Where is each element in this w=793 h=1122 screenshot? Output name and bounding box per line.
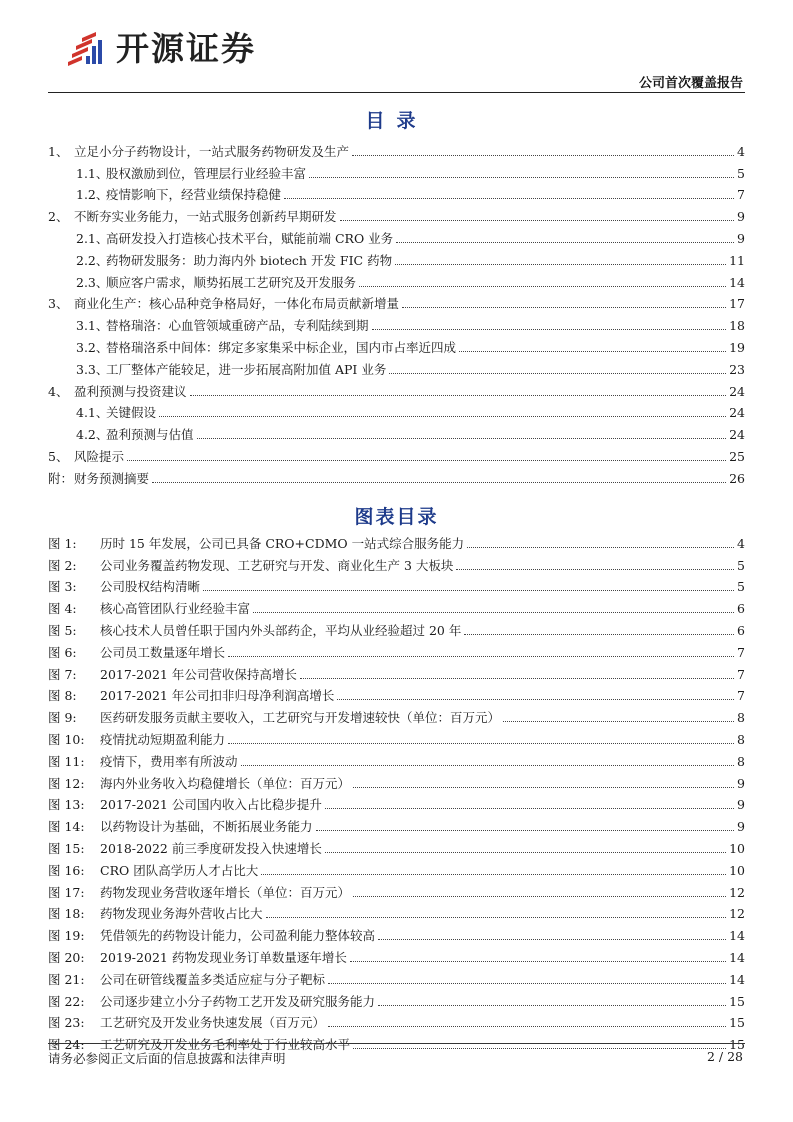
toc-entry-number: 3、	[48, 296, 69, 312]
figure-entry-text: 海内外业务收入均稳健增长（单位：百万元）	[100, 775, 351, 791]
toc-entry[interactable]	[48, 312, 745, 334]
toc-entry-number: 4.2、	[76, 427, 109, 443]
toc-entry-page: 4	[737, 143, 745, 159]
figure-entry-text: 历时 15 年发展，公司已具备 CRO+CDMO 一站式综合服务能力	[100, 535, 465, 551]
figure-entry-text: 2017-2021 年公司营收保持高增长	[100, 666, 297, 682]
figure-entry-leader	[353, 787, 734, 788]
toc-entry-text: 立足小分子药物设计，一站式服务药物研发及生产	[74, 143, 350, 159]
figure-entry-number: 图 1:	[48, 535, 77, 551]
toc-entry[interactable]	[48, 465, 745, 487]
figure-entry-text: 公司股权结构清晰	[100, 579, 201, 595]
figure-entry-number: 图 24:	[48, 1037, 85, 1053]
figure-entry-number: 图 12:	[48, 775, 85, 791]
figure-entry-leader	[328, 1026, 726, 1027]
figure-entry-page: 4	[737, 535, 745, 551]
toc-entry-page: 14	[729, 274, 745, 290]
toc-entry[interactable]	[48, 225, 745, 247]
figure-entry[interactable]	[48, 552, 745, 574]
toc-entry-number: 2.2、	[76, 252, 109, 268]
figure-entry-number: 图 17:	[48, 884, 85, 900]
figure-entry-number: 图 13:	[48, 797, 85, 813]
figure-entry-number: 图 10:	[48, 731, 85, 747]
toc-entry[interactable]	[48, 356, 745, 378]
figure-entry-text: 药物发现业务营收逐年增长（单位：百万元）	[100, 884, 351, 900]
figure-entry-number: 图 3:	[48, 579, 77, 595]
figure-entry[interactable]	[48, 683, 745, 705]
figure-entry-number: 图 6:	[48, 644, 77, 660]
toc-entry-number: 1.1、	[76, 165, 109, 181]
figure-entry-leader	[456, 569, 734, 570]
figure-entry-leader	[464, 634, 734, 635]
toc-entry-text: 盈利预测与投资建议	[74, 383, 187, 399]
figure-entry-text: 核心高管团队行业经验丰富	[100, 601, 251, 617]
figure-entry-page: 14	[729, 949, 745, 965]
toc-entry[interactable]	[48, 334, 745, 356]
figure-entry-leader	[253, 612, 734, 613]
figure-entry-number: 图 22:	[48, 993, 85, 1009]
toc-entry[interactable]	[48, 160, 745, 182]
figure-entry-number: 图 4:	[48, 601, 77, 617]
figure-entry-leader	[467, 547, 734, 548]
figure-entry-page: 15	[729, 993, 745, 1009]
figure-entry-leader	[350, 961, 726, 962]
figure-entry-number: 图 21:	[48, 971, 85, 987]
toc-entry-leader	[352, 155, 734, 156]
figure-entry-number: 图 5:	[48, 622, 77, 638]
header-divider	[48, 92, 745, 93]
report-type-label: 公司首次覆盖报告	[638, 76, 743, 91]
figure-entry-leader	[353, 896, 726, 897]
toc-entry-text: 药物研发服务：助力海内外 biotech 开发 FIC 药物	[106, 252, 393, 268]
toc-entry-leader	[197, 438, 727, 439]
logo-text: 开源证券	[116, 29, 256, 68]
figure-entry-number: 图 7:	[48, 666, 77, 682]
figure-entry-page: 7	[737, 688, 745, 704]
figure-entry[interactable]	[48, 944, 745, 966]
figure-entry-page: 8	[737, 710, 745, 726]
figure-entry-text: 公司员工数量逐年增长	[100, 644, 226, 660]
figure-entry-text: 公司逐步建立小分子药物工艺开发及研究服务能力	[100, 993, 376, 1009]
figure-entry-page: 5	[737, 557, 745, 573]
toc-entry-number: 2、	[48, 209, 69, 225]
figure-entry-page: 8	[737, 753, 745, 769]
toc-entry[interactable]	[48, 138, 745, 160]
figure-entry-leader	[316, 830, 735, 831]
toc-list	[48, 138, 745, 487]
toc-entry[interactable]	[48, 421, 745, 443]
figure-entry-page: 10	[729, 862, 745, 878]
figure-entry-leader	[325, 852, 726, 853]
figure-entry-text: 疫情下，费用率有所波动	[100, 753, 238, 769]
toc-entry-text: 顺应客户需求，顺势拓展工艺研究及开发服务	[106, 274, 357, 290]
figure-entry[interactable]	[48, 792, 745, 814]
page-header	[0, 0, 793, 95]
figure-entry-number: 图 18:	[48, 906, 85, 922]
figure-entry-page: 8	[737, 731, 745, 747]
figure-entry-page: 10	[729, 840, 745, 856]
figure-entry[interactable]	[48, 661, 745, 683]
toc-entry[interactable]	[48, 182, 745, 204]
toc-entry-number: 附：	[48, 470, 74, 486]
figure-entry-leader	[337, 699, 734, 700]
toc-entry-page: 18	[729, 318, 745, 334]
figure-entry-number: 图 16:	[48, 862, 85, 878]
toc-entry-page: 17	[729, 296, 745, 312]
figure-entry-text: 2017-2021 公司国内收入占比稳步提升	[100, 797, 322, 813]
toc-entry[interactable]	[48, 203, 745, 225]
figure-entry[interactable]	[48, 835, 745, 857]
figure-entry-text: 2018-2022 前三季度研发投入快速增长	[100, 840, 322, 856]
figure-entry[interactable]	[48, 879, 745, 901]
figure-entry-leader	[353, 1048, 726, 1049]
toc-entry-leader	[127, 460, 726, 461]
footer-divider	[48, 1043, 745, 1044]
toc-entry-text: 替格瑞洛：心血管领域重磅产品，专利陆续到期	[106, 318, 369, 334]
figure-entry-text: 凭借领先的药物设计能力，公司盈利能力整体较高	[100, 928, 376, 944]
toc-entry-text: 疫情影响下，经营业绩保持稳健	[106, 187, 282, 203]
toc-title: 目录	[365, 110, 428, 132]
toc-entry-number: 4.1、	[76, 405, 109, 421]
toc-entry-page: 11	[729, 252, 745, 268]
figure-entry-page: 12	[729, 884, 745, 900]
figure-entry-number: 图 15:	[48, 840, 85, 856]
toc-entry-leader	[152, 482, 726, 483]
figure-entry[interactable]	[48, 574, 745, 596]
figure-entry[interactable]	[48, 748, 745, 770]
figure-entry-page: 15	[729, 1015, 745, 1031]
figure-entry-page: 7	[737, 644, 745, 660]
toc-entry-page: 26	[729, 470, 745, 486]
toc-entry-number: 3.1、	[76, 318, 109, 334]
figure-entry-text: 药物发现业务海外营收占比大	[100, 906, 263, 922]
toc-entry-page: 24	[729, 405, 745, 421]
figure-entry-leader	[228, 743, 734, 744]
toc-entry-leader	[359, 286, 726, 287]
figure-entry-leader	[261, 874, 726, 875]
toc-entry-page: 9	[737, 209, 745, 225]
figure-entry-leader	[241, 765, 735, 766]
figure-list	[48, 530, 745, 1053]
figure-entry-leader	[378, 1005, 726, 1006]
toc-entry-page: 24	[729, 427, 745, 443]
figure-entry-page: 6	[737, 622, 745, 638]
company-logo	[62, 26, 302, 72]
toc-entry-page: 23	[729, 361, 745, 377]
figure-entry-text: 核心技术人员曾任职于国内外头部药企，平均从业经验超过 20 年	[100, 622, 462, 638]
toc-entry-text: 替格瑞洛系中间体：绑定多家集采中标企业，国内市占率近四成	[106, 339, 457, 355]
figure-entry-page: 14	[729, 928, 745, 944]
figure-entry-text: 工艺研究及开发业务毛利率处于行业较高水平	[100, 1037, 351, 1053]
toc-entry-text: 高研发投入打造核心技术平台，赋能前端 CRO 业务	[106, 230, 394, 246]
figure-entry-number: 图 11:	[48, 753, 85, 769]
figure-entry-text: 公司在研管线覆盖多类适应症与分子靶标	[100, 971, 326, 987]
figure-entry[interactable]	[48, 595, 745, 617]
toc-entry-text: 商业化生产：核心品种竞争格局好，一体化布局贡献新增量	[74, 296, 400, 312]
figure-entry[interactable]	[48, 617, 745, 639]
figure-entry-text: 疫情扰动短期盈利能力	[100, 731, 226, 747]
logo-mark-icon	[62, 26, 108, 72]
toc-entry-leader	[309, 177, 734, 178]
figure-entry-text: 以药物设计为基础，不断拓展业务能力	[100, 819, 313, 835]
figure-entry-leader	[328, 983, 726, 984]
figure-entry-page: 7	[737, 666, 745, 682]
toc-entry-leader	[159, 416, 726, 417]
figure-entry-text: CRO 团队高学历人才占比大	[100, 862, 259, 878]
figure-entry-leader	[378, 939, 726, 940]
figure-entry[interactable]	[48, 770, 745, 792]
figure-entry-leader	[503, 721, 734, 722]
figure-entry-text: 2017-2021 年公司扣非归母净利润高增长	[100, 688, 335, 704]
figure-entry[interactable]	[48, 1010, 745, 1032]
figure-entry-number: 图 19:	[48, 928, 85, 944]
toc-entry-leader	[190, 395, 727, 396]
figures-title: 图表目录	[354, 506, 439, 528]
figure-entry-page: 6	[737, 601, 745, 617]
toc-entry-page: 9	[737, 230, 745, 246]
figure-entry-leader	[325, 808, 734, 809]
toc-entry-leader	[340, 220, 735, 221]
toc-entry-text: 风险提示	[74, 448, 125, 464]
footer-disclaimer: 请务必参阅正文后面的信息披露和法律声明	[48, 1051, 286, 1066]
figure-entry-number: 图 14:	[48, 819, 85, 835]
toc-entry-number: 1.2、	[76, 187, 109, 203]
figure-entry-leader	[203, 590, 734, 591]
toc-entry[interactable]	[48, 269, 745, 291]
figure-entry-page: 9	[737, 775, 745, 791]
figure-entry-number: 图 9:	[48, 710, 77, 726]
toc-entry[interactable]	[48, 291, 745, 313]
figure-entry-page: 15	[729, 1037, 745, 1053]
figure-entry-page: 14	[729, 971, 745, 987]
figure-entry[interactable]	[48, 813, 745, 835]
toc-entry-text: 财务预测摘要	[74, 470, 150, 486]
figure-entry[interactable]	[48, 857, 745, 879]
figure-entry[interactable]	[48, 922, 745, 944]
toc-entry-number: 2.3、	[76, 274, 109, 290]
figure-entry[interactable]	[48, 726, 745, 748]
figure-entry-number: 图 2:	[48, 557, 77, 573]
toc-entry-number: 1、	[48, 143, 69, 159]
toc-entry-number: 3.3、	[76, 361, 109, 377]
figure-entry-number: 图 20:	[48, 949, 85, 965]
toc-entry-number: 2.1、	[76, 230, 109, 246]
figure-entry[interactable]	[48, 704, 745, 726]
figure-entry-leader	[266, 917, 727, 918]
toc-entry-text: 股权激励到位，管理层行业经验丰富	[106, 165, 307, 181]
toc-entry-leader	[389, 373, 726, 374]
figure-entry-text: 2019-2021 药物发现业务订单数量逐年增长	[100, 949, 347, 965]
toc-entry-leader	[402, 307, 726, 308]
toc-entry-text: 关键假设	[106, 405, 157, 421]
figure-entry-number: 图 8:	[48, 688, 77, 704]
toc-entry[interactable]	[48, 378, 745, 400]
toc-entry-leader	[396, 242, 734, 243]
figure-entry-page: 9	[737, 819, 745, 835]
figure-entry-number: 图 23:	[48, 1015, 85, 1031]
toc-entry-number: 5、	[48, 448, 69, 464]
toc-entry-leader	[395, 264, 726, 265]
toc-entry-page: 19	[729, 339, 745, 355]
toc-entry-page: 7	[737, 187, 745, 203]
toc-entry-number: 3.2、	[76, 339, 109, 355]
figure-entry-text: 公司业务覆盖药物发现、工艺研究与开发、商业化生产 3 大板块	[100, 557, 454, 573]
toc-entry[interactable]	[48, 247, 745, 269]
toc-entry-leader	[459, 351, 726, 352]
figure-entry-page: 12	[729, 906, 745, 922]
toc-entry-text: 工厂整体产能较足，进一步拓展高附加值 API 业务	[106, 361, 387, 377]
toc-entry-page: 5	[737, 165, 745, 181]
toc-entry-leader	[372, 329, 727, 330]
toc-entry-leader	[284, 198, 734, 199]
figure-entry-page: 9	[737, 797, 745, 813]
figure-entry[interactable]	[48, 966, 745, 988]
figure-entry-text: 医药研发服务贡献主要收入，工艺研究与开发增速较快（单位：百万元）	[100, 710, 501, 726]
figure-entry-leader	[300, 678, 734, 679]
figure-entry[interactable]	[48, 530, 745, 552]
figure-entry[interactable]	[48, 639, 745, 661]
toc-entry-page: 25	[729, 448, 745, 464]
toc-entry-text: 盈利预测与估值	[106, 427, 194, 443]
figure-entry-page: 5	[737, 579, 745, 595]
toc-entry-text: 不断夯实业务能力，一站式服务创新药早期研发	[74, 209, 337, 225]
figure-entry[interactable]	[48, 988, 745, 1010]
toc-entry[interactable]	[48, 400, 745, 422]
figure-entry-text: 工艺研究及开发业务快速发展（百万元）	[100, 1015, 326, 1031]
toc-entry[interactable]	[48, 443, 745, 465]
toc-entry-page: 24	[729, 383, 745, 399]
figure-entry[interactable]	[48, 901, 745, 923]
page-number: 2 / 28	[706, 1049, 743, 1064]
figure-entry-leader	[228, 656, 734, 657]
toc-entry-number: 4、	[48, 383, 69, 399]
